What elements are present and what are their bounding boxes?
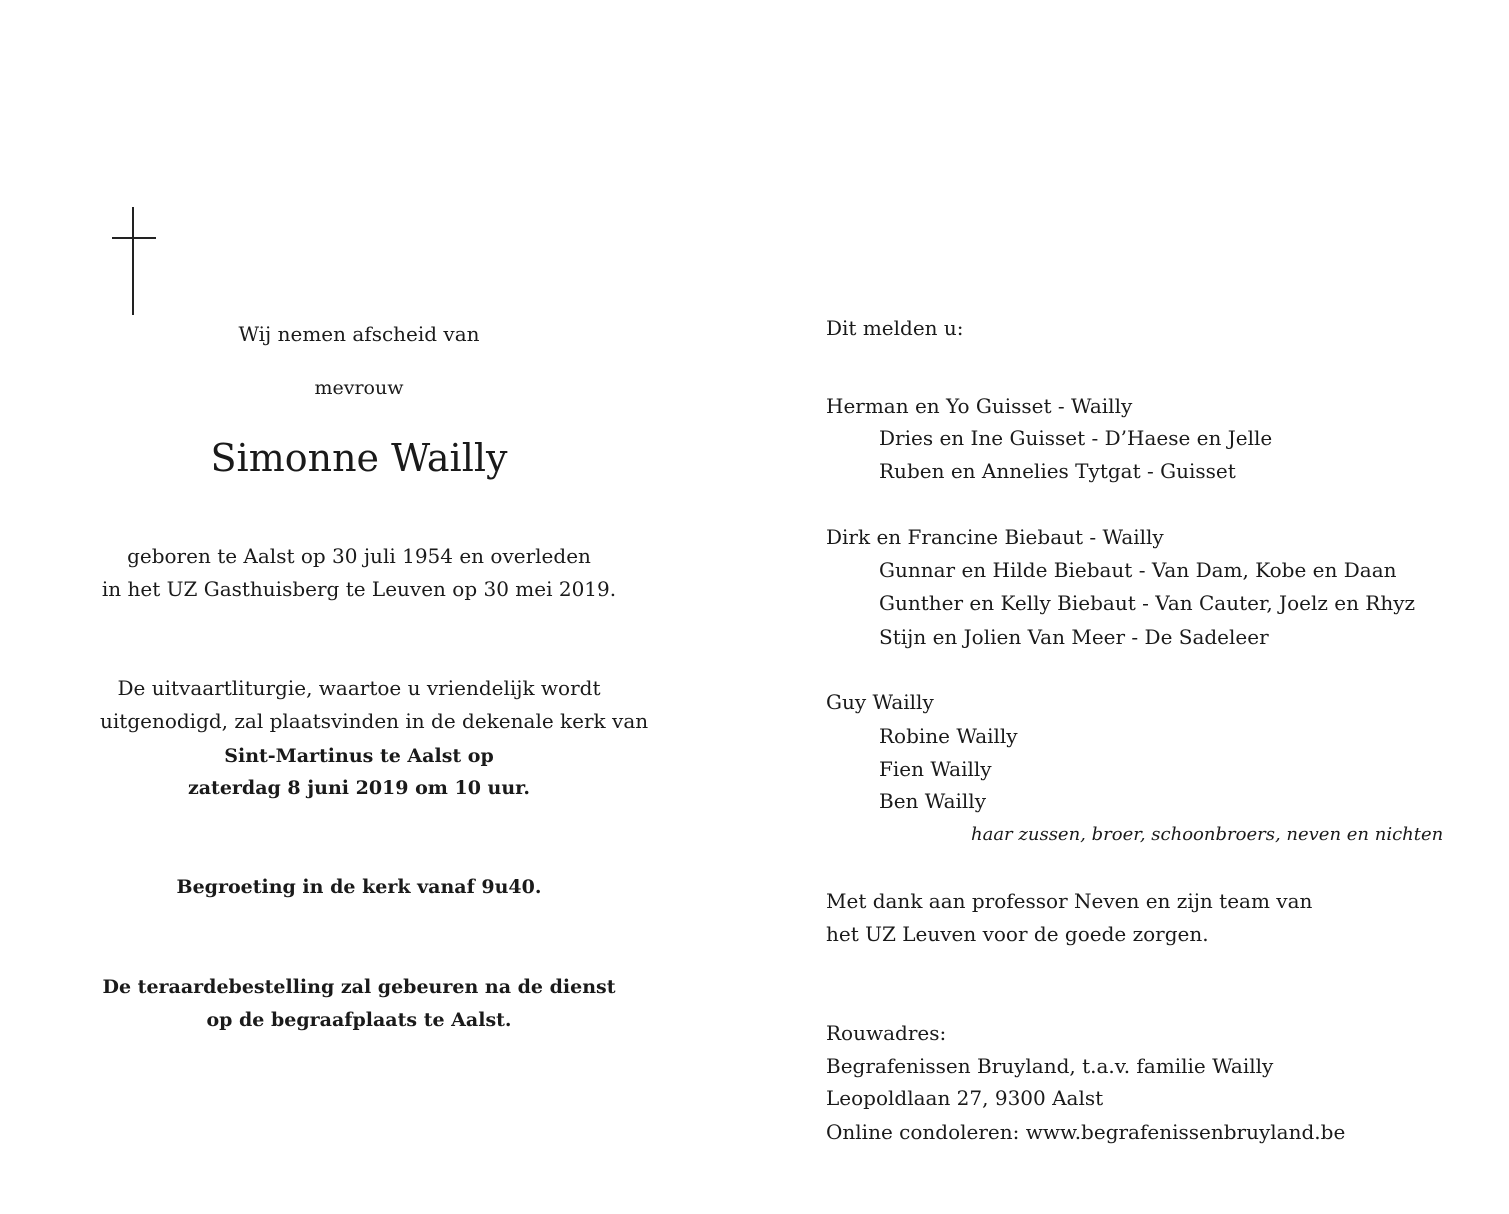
honorific: mevrouw (314, 377, 404, 399)
family-member: Ruben en Annelies Tytgat - Guisset (879, 459, 1236, 483)
family-member: Ben Wailly (879, 789, 987, 813)
thanks-line-1: Met dank aan professor Neven en zijn team van (826, 889, 1313, 913)
liturgy-line-2: uitgenodigd, zal plaatsvinden in de dekenale kerk van (100, 709, 649, 733)
family-head-1: Herman en Yo Guisset - Wailly (826, 394, 1133, 418)
liturgy-line-1: De uitvaartliturgie, waartoe u vriendelijk wordt (117, 676, 601, 700)
address-line-1: Begrafenissen Bruyland, t.a.v. familie Wailly (826, 1054, 1274, 1078)
family-member: Robine Wailly (879, 724, 1018, 748)
birth-line-1: geboren te Aalst op 30 juli 1954 en overleden (127, 544, 591, 568)
family-member: Stijn en Jolien Van Meer - De Sadeleer (879, 625, 1269, 649)
date-line: zaterdag 8 juni 2019 om 10 uur. (187, 777, 531, 799)
burial-line-2: op de begraafplaats te Aalst. (206, 1009, 512, 1031)
address-line-2: Leopoldlaan 27, 9300 Aalst (826, 1086, 1104, 1110)
greeting-line: Begroeting in de kerk vanaf 9u40. (176, 876, 542, 898)
deceased-name: Simonne Wailly (210, 436, 508, 480)
church-line: Sint-Martinus te Aalst op (224, 745, 494, 767)
birth-line-2: in het UZ Gasthuisberg te Leuven op 30 mei 2019. (101, 577, 617, 601)
condolences-line: Online condoleren: www.begrafenissenbruyland.be (826, 1120, 1346, 1144)
address-label: Rouwadres: (826, 1021, 947, 1045)
relation-caption: haar zussen, broer, schoonbroers, neven en nichten (971, 824, 1444, 845)
intro-text: Wij nemen afscheid van (238, 322, 480, 346)
family-head-3: Guy Wailly (826, 690, 934, 714)
thanks-line-2: het UZ Leuven voor de goede zorgen. (826, 922, 1209, 946)
burial-line-1: De teraardebestelling zal gebeuren na de dienst (102, 976, 616, 998)
family-member: Fien Wailly (879, 757, 992, 781)
family-member: Gunnar en Hilde Biebaut - Van Dam, Kobe en Daan (879, 558, 1397, 582)
family-member: Dries en Ine Guisset - D’Haese en Jelle (879, 426, 1273, 450)
cross-icon (112, 207, 156, 315)
family-head-2: Dirk en Francine Biebaut - Wailly (826, 525, 1164, 549)
family-member: Gunther en Kelly Biebaut - Van Cauter, Joelz en Rhyz (879, 591, 1416, 615)
announce-line: Dit melden u: (826, 316, 964, 340)
